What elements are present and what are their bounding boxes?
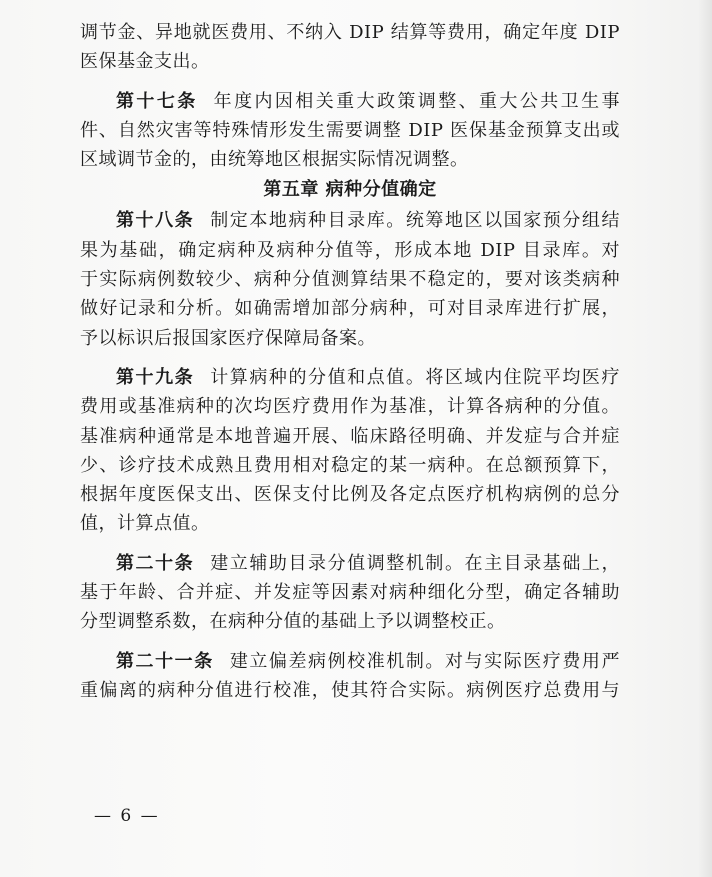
text-line: 制定本地病种目录库。统筹地区以国家预分组结 <box>210 210 620 232</box>
text-line: 调节金、异地就医费用、不纳入 DIP 结算等费用，确定年度 DIP <box>80 22 620 43</box>
article-20-first-line <box>80 549 620 578</box>
article-18-label: 第十八条 <box>116 210 195 232</box>
text-line: 计算病种的分值和点值。将区域内住院平均医疗 <box>210 366 620 388</box>
text-line: 少、诊疗技术成熟且费用相对稳定的某一病种。在总额预算下， <box>80 454 620 476</box>
article-21-first-line <box>80 647 620 676</box>
text-line: 予以标识后报国家医疗保障局备案。 <box>80 327 376 349</box>
text-line: 医保基金支出。 <box>80 51 210 73</box>
page-edge-shadow <box>698 0 712 877</box>
text-line: 年度内因相关重大政策调整、重大公共卫生事 <box>213 90 621 112</box>
text-line: 基于年龄、合并症、并发症等因素对病种细化分型，确定各辅助 <box>80 582 620 604</box>
article-17-first-line <box>80 87 620 116</box>
text-line: 于实际病例数较少、病种分值测算结果不稳定的，要对该类病种 <box>80 269 620 291</box>
article-18-first-line <box>80 206 620 235</box>
text-line: 分型调整系数，在病种分值的基础上予以调整校正。 <box>80 611 506 633</box>
text-line: 基准病种通常是本地普遍开展、临床路径明确、并发症与合并症 <box>80 425 620 447</box>
text-line: 建立偏差病例校准机制。对与实际医疗费用严 <box>229 650 620 672</box>
text-line: 果为基础，确定病种及病种分值等，形成本地 DIP 目录库。对 <box>80 239 620 261</box>
article-17-label: 第十七条 <box>116 90 198 112</box>
text-line: 值，计算点值。 <box>80 513 210 535</box>
text-line: 费用或基准病种的次均医疗费用作为基准，计算各病种的分值。 <box>80 396 620 418</box>
article-20-label: 第二十条 <box>116 552 195 574</box>
text-line: 区域调节金的，由统筹地区根据实际情况调整。 <box>80 149 469 171</box>
article-19-first-line <box>80 363 620 392</box>
page-number: — 6 — <box>94 806 160 826</box>
article-21-label: 第二十一条 <box>116 650 214 672</box>
text-line: 做好记录和分析。如确需增加部分病种，可对目录库进行扩展， <box>80 298 620 320</box>
text-line: 建立辅助目录分值调整机制。在主目录基础上， <box>210 552 620 574</box>
text-line: 件、自然灾害等特殊情形发生需要调整 DIP 医保基金预算支出或 <box>80 119 620 141</box>
text-line: 重偏离的病种分值进行校准，使其符合实际。病例医疗总费用与 <box>80 679 620 701</box>
article-19-label: 第十九条 <box>116 366 195 388</box>
chapter-title: 第五章 病种分值确定 <box>263 179 437 201</box>
document-body <box>80 18 620 705</box>
text-line: 根据年度医保支出、医保支付比例及各定点医疗机构病例的总分 <box>80 484 620 506</box>
